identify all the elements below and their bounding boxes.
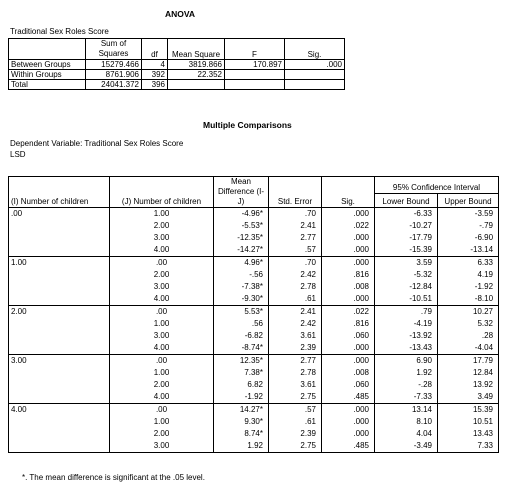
mc-cell-se: 2.41: [269, 220, 322, 232]
mc-cell-md: -12.35*: [214, 232, 269, 244]
mc-cell-md: -8.74*: [214, 342, 269, 355]
mc-cell-se: 2.42: [269, 269, 322, 281]
mc-footnote: *. The mean difference is significant at the .05 level.: [22, 473, 205, 482]
mc-cell-sig: .000: [322, 342, 375, 355]
mc-cell-ub: 5.32: [438, 318, 499, 330]
mc-cell-ub: 3.49: [438, 391, 499, 404]
mc-cell-se: .61: [269, 293, 322, 306]
mc-cell-sig: .000: [322, 293, 375, 306]
mc-method-label: LSD: [10, 150, 26, 159]
mc-cell-j: 2.00: [110, 269, 214, 281]
mc-row: [9, 306, 499, 319]
mc-cell-se: 2.39: [269, 342, 322, 355]
mc-cell-sig: .060: [322, 379, 375, 391]
mc-cell-j: 3.00: [110, 281, 214, 293]
mc-cell-lb: -10.27: [375, 220, 438, 232]
mc-cell-j: .00: [110, 257, 214, 270]
mc-cell-md: 9.30*: [214, 416, 269, 428]
anova-cell-sig: [285, 80, 345, 90]
mc-cell-lb: -12.84: [375, 281, 438, 293]
mc-cell-md: -6.82: [214, 330, 269, 342]
mc-cell-lb: 1.92: [375, 367, 438, 379]
mc-cell-sig: .485: [322, 391, 375, 404]
mc-cell-j: 4.00: [110, 391, 214, 404]
mc-group-i: 2.00: [9, 306, 110, 355]
anova-row: [9, 70, 345, 80]
mc-header-se: Std. Error: [269, 177, 322, 208]
mc-cell-md: .56: [214, 318, 269, 330]
mc-header-sig: Sig.: [322, 177, 375, 208]
anova-cell-df: 4: [142, 60, 168, 70]
mc-cell-se: 2.78: [269, 281, 322, 293]
mc-cell-sig: .060: [322, 330, 375, 342]
mc-cell-ub: -1.92: [438, 281, 499, 293]
mc-cell-md: -4.96*: [214, 208, 269, 221]
mc-cell-j: .00: [110, 306, 214, 319]
mc-cell-lb: .79: [375, 306, 438, 319]
mc-cell-lb: -4.19: [375, 318, 438, 330]
anova-cell-sig: [285, 70, 345, 80]
mc-cell-lb: -.28: [375, 379, 438, 391]
mc-cell-j: 1.00: [110, 416, 214, 428]
anova-cell-ss: 8761.906: [86, 70, 142, 80]
mc-group-i: 3.00: [9, 355, 110, 404]
mc-cell-sig: .008: [322, 367, 375, 379]
mc-header-ub: Upper Bound: [438, 194, 499, 208]
mc-cell-se: 2.39: [269, 428, 322, 440]
anova-row: [9, 60, 345, 70]
mc-cell-j: 4.00: [110, 342, 214, 355]
mc-cell-sig: .816: [322, 269, 375, 281]
mc-cell-sig: .000: [322, 232, 375, 244]
mc-cell-j: .00: [110, 404, 214, 417]
anova-cell-df: 392: [142, 70, 168, 80]
mc-row: [9, 208, 499, 221]
mc-cell-sig: .000: [322, 355, 375, 368]
mc-dependent-label: Dependent Variable: Traditional Sex Roles Score: [10, 139, 184, 148]
mc-cell-se: .61: [269, 416, 322, 428]
mc-cell-j: .00: [110, 355, 214, 368]
mc-header-ci: 95% Confidence Interval: [375, 177, 499, 194]
mc-cell-md: -.56: [214, 269, 269, 281]
mc-cell-ub: -4.04: [438, 342, 499, 355]
mc-cell-ub: 7.33: [438, 440, 499, 453]
mc-cell-j: 2.00: [110, 428, 214, 440]
mc-cell-sig: .000: [322, 416, 375, 428]
mc-cell-md: 8.74*: [214, 428, 269, 440]
mc-cell-lb: -5.32: [375, 269, 438, 281]
anova-cell-f: [225, 80, 285, 90]
mc-cell-lb: 13.14: [375, 404, 438, 417]
mc-cell-ub: -6.90: [438, 232, 499, 244]
anova-cell-f: [225, 70, 285, 80]
anova-cell-ss: 24041.372: [86, 80, 142, 90]
mc-row: [9, 257, 499, 270]
mc-cell-lb: -13.43: [375, 342, 438, 355]
anova-row-label: Within Groups: [9, 70, 86, 80]
anova-cell-ms: 3819.866: [168, 60, 225, 70]
mc-cell-md: 12.35*: [214, 355, 269, 368]
mc-cell-ub: 17.79: [438, 355, 499, 368]
mc-cell-lb: 3.59: [375, 257, 438, 270]
mc-cell-md: 5.53*: [214, 306, 269, 319]
mc-cell-se: 3.61: [269, 379, 322, 391]
mc-cell-lb: 6.90: [375, 355, 438, 368]
mc-cell-j: 4.00: [110, 293, 214, 306]
mc-cell-sig: .000: [322, 428, 375, 440]
mc-group-i: .00: [9, 208, 110, 257]
mc-cell-sig: .000: [322, 257, 375, 270]
mc-cell-ub: -8.10: [438, 293, 499, 306]
anova-cell-df: 396: [142, 80, 168, 90]
mc-cell-se: .57: [269, 244, 322, 257]
mc-cell-se: .57: [269, 404, 322, 417]
mc-cell-ub: 15.39: [438, 404, 499, 417]
mc-header-md: Mean Difference (I-J): [214, 177, 269, 208]
mc-cell-sig: .485: [322, 440, 375, 453]
mc-cell-lb: 4.04: [375, 428, 438, 440]
mc-cell-se: 2.42: [269, 318, 322, 330]
anova-cell-ss: 15279.466: [86, 60, 142, 70]
mc-cell-se: 2.78: [269, 367, 322, 379]
mc-cell-ub: 13.43: [438, 428, 499, 440]
mc-cell-ub: -3.59: [438, 208, 499, 221]
mc-cell-sig: .008: [322, 281, 375, 293]
mc-cell-se: 2.77: [269, 355, 322, 368]
mc-cell-md: -1.92: [214, 391, 269, 404]
mc-cell-se: 2.75: [269, 391, 322, 404]
mc-cell-sig: .022: [322, 220, 375, 232]
mc-cell-j: 3.00: [110, 330, 214, 342]
mc-cell-md: -9.30*: [214, 293, 269, 306]
mc-cell-lb: 8.10: [375, 416, 438, 428]
mc-cell-ub: -.79: [438, 220, 499, 232]
mc-cell-se: 2.77: [269, 232, 322, 244]
mc-header-lb: Lower Bound: [375, 194, 438, 208]
mc-cell-md: 4.96*: [214, 257, 269, 270]
mc-cell-j: 2.00: [110, 220, 214, 232]
mc-cell-sig: .000: [322, 208, 375, 221]
mc-cell-ub: .28: [438, 330, 499, 342]
mc-cell-j: 4.00: [110, 244, 214, 257]
anova-dependent-label: Traditional Sex Roles Score: [10, 27, 109, 36]
mc-cell-j: 1.00: [110, 318, 214, 330]
mc-header-i: (I) Number of children: [9, 177, 110, 208]
mc-cell-ub: -13.14: [438, 244, 499, 257]
mc-cell-md: -14.27*: [214, 244, 269, 257]
mc-cell-lb: -6.33: [375, 208, 438, 221]
mc-cell-j: 3.00: [110, 440, 214, 453]
mc-cell-md: -7.38*: [214, 281, 269, 293]
mc-row: [9, 404, 499, 417]
mc-cell-j: 1.00: [110, 367, 214, 379]
mc-cell-lb: -10.51: [375, 293, 438, 306]
mc-cell-md: 14.27*: [214, 404, 269, 417]
mc-cell-lb: -15.39: [375, 244, 438, 257]
mc-cell-md: -5.53*: [214, 220, 269, 232]
mc-cell-sig: .022: [322, 306, 375, 319]
mc-group-i: 4.00: [9, 404, 110, 453]
anova-cell-ms: [168, 80, 225, 90]
mc-cell-se: .70: [269, 208, 322, 221]
anova-cell-ms: 22.352: [168, 70, 225, 80]
anova-row-label: Between Groups: [9, 60, 86, 70]
mc-cell-md: 6.82: [214, 379, 269, 391]
mc-cell-lb: -3.49: [375, 440, 438, 453]
mc-cell-se: .70: [269, 257, 322, 270]
mc-cell-md: 1.92: [214, 440, 269, 453]
anova-title: ANOVA: [165, 9, 196, 19]
anova-header-ms: Mean Square: [168, 39, 225, 60]
mc-cell-ub: 12.84: [438, 367, 499, 379]
mc-cell-j: 1.00: [110, 208, 214, 221]
anova-row-label: Total: [9, 80, 86, 90]
mc-row: [9, 355, 499, 368]
mc-cell-sig: .000: [322, 404, 375, 417]
anova-row: [9, 80, 345, 90]
mc-cell-j: 3.00: [110, 232, 214, 244]
mc-cell-se: 2.41: [269, 306, 322, 319]
mc-cell-ub: 6.33: [438, 257, 499, 270]
mc-table: [8, 176, 499, 453]
mc-cell-ub: 10.51: [438, 416, 499, 428]
mc-cell-ub: 13.92: [438, 379, 499, 391]
mc-cell-ub: 10.27: [438, 306, 499, 319]
mc-cell-sig: .816: [322, 318, 375, 330]
mc-group-i: 1.00: [9, 257, 110, 306]
anova-corner: [9, 39, 86, 60]
anova-header-sig: Sig.: [285, 39, 345, 60]
mc-cell-lb: -17.79: [375, 232, 438, 244]
mc-cell-sig: .000: [322, 244, 375, 257]
mc-cell-se: 3.61: [269, 330, 322, 342]
mc-cell-se: 2.75: [269, 440, 322, 453]
mc-header-j: (J) Number of children: [110, 177, 214, 208]
anova-header-df: df: [142, 39, 168, 60]
anova-table: [8, 38, 345, 90]
mc-cell-lb: -7.33: [375, 391, 438, 404]
mc-cell-lb: -13.92: [375, 330, 438, 342]
mc-cell-j: 2.00: [110, 379, 214, 391]
anova-cell-sig: .000: [285, 60, 345, 70]
mc-title: Multiple Comparisons: [203, 120, 292, 130]
mc-cell-md: 7.38*: [214, 367, 269, 379]
anova-header-ss: Sum of Squares: [86, 39, 142, 60]
anova-cell-f: 170.897: [225, 60, 285, 70]
mc-cell-ub: 4.19: [438, 269, 499, 281]
anova-header-f: F: [225, 39, 285, 60]
